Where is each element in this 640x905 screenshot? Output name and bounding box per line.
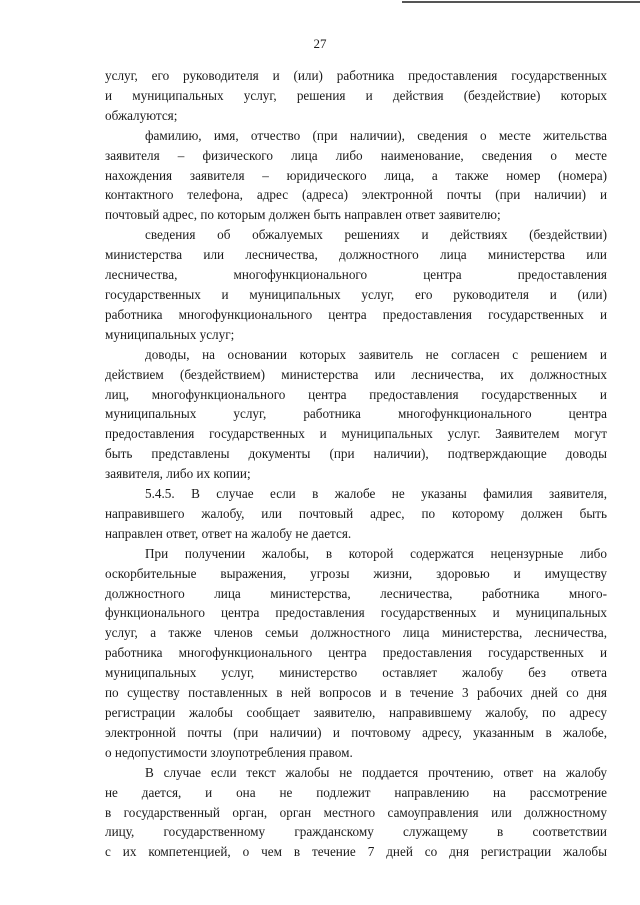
text-line: муниципальных услуг, министерство оставляет жалобу без ответа [105, 665, 607, 681]
text-line: В случае если текст жалобы не поддается прочтению, ответ на жалобу [145, 764, 607, 780]
text-line: При получении жалобы, в которой содержатся нецензурные либо [145, 545, 607, 561]
text-line: обжалуются; [105, 107, 178, 123]
text-line: и муниципальных услуг, решения и действия (бездействие) которых [105, 87, 607, 103]
text-line: с их компетенцией, о чем в течение 7 дней со дня регистрации жалобы [105, 844, 607, 860]
text-line: услуг, а также членов семьи должностного лица министерства, лесничества, [105, 625, 607, 641]
text-line: работника многофункционального центра предоставления государственных и [105, 645, 607, 661]
text-line: по существу поставленных в ней вопросов и в течение 3 рабочих дней со дня [105, 685, 607, 701]
text-line: заявителя, либо их копии; [105, 466, 251, 482]
scan-edge-line [402, 1, 640, 3]
text-line: лиц, многофункционального центра предоставления государственных и [105, 386, 607, 402]
text-line: почтовый адрес, по которым должен быть направлен ответ заявителю; [105, 207, 501, 223]
text-line: сведения об обжалуемых решениях и действиях (бездействии) [145, 227, 607, 243]
text-line: лицу, государственному гражданскому служащему в соответствии [105, 824, 607, 840]
text-line: направившего жалобу, или почтовый адрес, по которому должен быть [105, 505, 607, 521]
text-line: предоставления государственных и муниципальных услуг. Заявителем могут [105, 426, 607, 442]
text-line: направлен ответ, ответ на жалобу не дается. [105, 525, 352, 541]
text-line: государственных и муниципальных услуг, его руководителя и (или) [105, 286, 607, 302]
text-line: 5.4.5. В случае если в жалобе не указаны фамилия заявителя, [145, 486, 607, 502]
text-line: муниципальных услуг, работника многофункционального центра [105, 406, 607, 422]
text-line: лесничества, многофункционального центра предоставления [105, 267, 607, 283]
text-line: функционального центра предоставления государственных и муниципальных [105, 605, 607, 621]
text-line: в государственный орган, орган местного самоуправления или должностному [105, 804, 607, 820]
text-line: должностного лица министерства, лесничества, работника много- [105, 585, 607, 601]
text-line: доводы, на основании которых заявитель не согласен с решением и [145, 346, 607, 362]
text-line: заявителя – физического лица либо наименование, сведения о месте [105, 147, 607, 163]
text-line: нахождения заявителя – юридического лица, а также номер (номера) [105, 167, 607, 183]
text-line: электронной почты (при наличии) и почтовому адресу, указанным в жалобе, [105, 724, 607, 740]
document-body [105, 66, 607, 862]
text-line: о недопустимости злоупотребления правом. [105, 744, 353, 760]
text-line: услуг, его руководителя и (или) работника предоставления государственных [105, 68, 607, 83]
text-line: не дается, и она не подлежит направлению на рассмотрение [105, 784, 607, 800]
page-number: 27 [313, 36, 327, 51]
text-line: регистрации жалобы сообщает заявителю, направившему жалобу, по адресу [105, 705, 607, 720]
text-line: муниципальных услуг; [105, 326, 235, 342]
text-line: работника многофункционального центра предоставления государственных и [105, 306, 607, 322]
text-line: быть представлены документы (при наличии), подтверждающие доводы [105, 446, 607, 462]
text-line: оскорбительные выражения, угрозы жизни, здоровью и имуществу [105, 565, 607, 581]
text-line: контактного телефона, адрес (адреса) электронной почты (при наличии) и [105, 187, 607, 203]
text-line: фамилию, имя, отчество (при наличии), сведения о месте жительства [145, 127, 607, 143]
text-line: министерства или лесничества, должностного лица министерства или [105, 247, 607, 263]
text-line: действием (бездействием) министерства или лесничества, их должностных [105, 366, 607, 382]
